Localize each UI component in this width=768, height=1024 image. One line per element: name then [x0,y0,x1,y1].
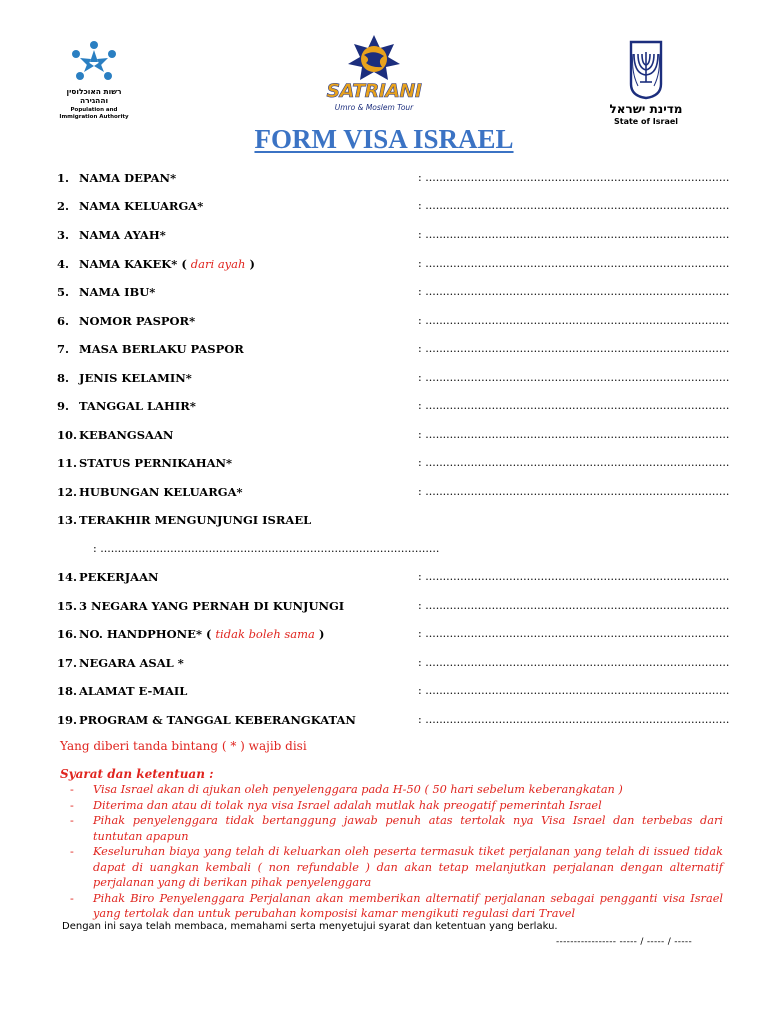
field-nama-ayah [57,227,730,243]
authority-english-name: Population and Immigration Authority [59,107,129,120]
field-input-line[interactable]: : ....................................................................................... [418,656,730,669]
globe-emblem-icon [344,34,404,82]
terms-item-text: Keseluruhan biaya yang telah di keluarkan oleh peserta termasuk tiket perjalanan yang telah di issued tidak dapat di uangkan kembali ( non refundable ) dan akan tetap melanjutkan perjalanan dengan alternatif perjalanan yang di berikan pihak penyelenggara [93,845,723,889]
field-input-line[interactable]: : ....................................................................................... [418,314,730,327]
field-no-handphone [57,626,730,642]
state-english-name: State of Israel [613,117,679,126]
bullet-dash: - [70,814,74,827]
field-number: 9. [57,399,70,413]
bullet-dash: - [70,783,74,796]
field-number: 17. [57,656,78,670]
field-terakhir-mengunjungi-israel [57,512,727,528]
bullet-dash: - [70,891,74,905]
field-nama-depan [57,170,730,186]
bullet-dash: - [70,845,74,858]
field-input-line[interactable]: : ....................................................................................... [418,257,730,270]
field-label: 3 NEGARA YANG PERNAH DI KUNJUNGI [79,599,345,613]
field-input-line[interactable]: : ....................................................................................... [418,428,730,441]
field-jenis-kelamin [57,370,730,386]
field-number: 16. [57,627,78,641]
satriani-brand-name: SATRIANI [326,80,422,102]
field-status-pernikahan [57,455,730,471]
field-label: JENIS KELAMIN* [79,371,192,385]
field-label: KEBANGSAAN [79,428,174,442]
field-input-line[interactable]: : ....................................................................................... [418,228,730,241]
field-label: NAMA DEPAN* [79,171,177,185]
field-label: NOMOR PASPOR* [79,314,196,328]
field-label: ALAMAT E-MAIL [79,684,188,698]
field-label: PROGRAM & TANGGAL KEBERANGKATAN [79,713,356,727]
field-input-line[interactable]: : ....................................................................................... [418,627,730,640]
population-immigration-authority-logo [52,40,142,126]
field-label: NAMA KELUARGA* [79,199,204,213]
agreement-statement: Dengan ini saya telah membaca, memahami serta menyetujui syarat dan ketentuan yang berlaku. [62,921,558,932]
field-input-line[interactable]: : ....................................................................................... [418,285,730,298]
field-number: 6. [57,314,70,328]
field-number: 19. [57,713,78,727]
people-star-icon [64,40,124,86]
field-label-text: NAMA KAKEK* ( [79,257,187,271]
field-number: 5. [57,285,70,299]
terms-item [60,798,723,814]
state-of-israel-emblem [590,40,702,126]
field-label: NAMA AYAH* [79,228,166,242]
menorah-emblem-icon [628,40,664,100]
field-input-line-terakhir-mengunjungi[interactable]: : ................................................................................................. [93,542,440,555]
field-input-line[interactable]: : ....................................................................................... [418,199,730,212]
field-note: dari ayah [190,257,246,271]
field-number: 14. [57,570,78,584]
field-number: 18. [57,684,78,698]
field-number: 1. [57,171,70,185]
field-label-text: NO. HANDPHONE* ( [79,627,212,641]
field-label: PEKERJAAN [79,570,159,584]
required-fields-note: Yang diberi tanda bintang ( * ) wajib disi [60,739,307,753]
field-nama-keluarga [57,198,730,214]
field-pekerjaan [57,569,730,585]
field-number: 11. [57,456,78,470]
field-label: TANGGAL LAHIR* [79,399,196,413]
field-input-line[interactable]: : ....................................................................................... [418,713,730,726]
field-label: TERAKHIR MENGUNJUNGI ISRAEL [79,513,312,527]
field-alamat-email [57,683,730,699]
field-note: tidak boleh sama [215,627,315,641]
field-number: 4. [57,257,70,271]
field-negara-asal [57,655,730,671]
field-number: 2. [57,199,70,213]
field-kebangsaan [57,427,730,443]
field-program-tanggal-keberangkatan [57,712,730,728]
field-number: 7. [57,342,70,356]
field-label: STATUS PERNIKAHAN* [79,456,233,470]
terms-item [60,844,723,891]
field-nomor-paspor [57,313,730,329]
terms-item [60,782,723,798]
signature-date-line[interactable]: ----------------- ----- / ----- / ----- [556,937,692,947]
terms-item-text: Diterima dan atau di tolak nya visa Israel adalah mutlak hak preogatif pemerintah Israel [93,798,602,812]
field-input-line[interactable]: : ....................................................................................... [418,342,730,355]
field-hubungan-keluarga [57,484,730,500]
field-number: 8. [57,371,70,385]
form-title: FORM VISA ISRAEL [254,124,514,154]
field-number: 3. [57,228,70,242]
terms-item-text: Visa Israel akan di ajukan oleh penyelenggara pada H-50 ( 50 hari sebelum keberangkatan ) [93,783,623,796]
satriani-tagline: Umro & Moslem Tour [334,103,414,112]
field-tanggal-lahir [57,398,730,414]
field-label: NAMA IBU* [79,285,156,299]
state-hebrew-name: מדינת ישראל [609,102,683,116]
field-input-line[interactable]: : ....................................................................................... [418,599,730,612]
field-input-line[interactable]: : ....................................................................................... [418,684,730,697]
field-number: 10. [57,428,78,442]
field-label: MASA BERLAKU PASPOR [79,342,244,356]
satriani-logo [318,34,430,126]
field-number: 15. [57,599,78,613]
field-label-end: ) [318,627,325,641]
terms-item [60,891,723,922]
field-label: HUBUNGAN KELUARGA* [79,485,243,499]
bullet-dash: - [70,798,74,812]
field-input-line[interactable]: : ....................................................................................... [418,485,730,498]
field-label: NEGARA ASAL * [79,656,184,670]
field-negara-dikunjungi [57,598,730,614]
field-label [79,256,255,272]
field-number: 13. [57,513,78,527]
field-nama-kakek [57,256,730,272]
terms-heading: Syarat dan ketentuan : [60,767,214,781]
terms-item [60,813,723,844]
field-label-end: ) [249,257,255,271]
field-input-line[interactable]: : ....................................................................................... [418,570,730,583]
field-label [79,626,324,642]
field-input-line[interactable]: : ....................................................................................... [418,456,730,469]
field-nama-ibu [57,284,730,300]
terms-item-text: Pihak Biro Penyelenggara Perjalanan akan memberikan alternatif perjalanan sebagai pengganti visa Israel yang tertolak dan untuk perubahan komposisi kamar mengikuti regulasi dari Travel [93,891,723,920]
authority-hebrew-name: רשות האוכלוסין וההגירה [66,87,122,105]
terms-list [60,782,723,922]
field-input-line[interactable]: : ....................................................................................... [418,171,730,184]
field-input-line[interactable]: : ....................................................................................... [418,371,730,384]
terms-item-text: Pihak penyelenggara tidak bertanggung jawab penuh atas tertolak nya Visa Israel dan terbebas dari tuntutan apapun [93,814,723,843]
field-number: 12. [57,485,78,499]
field-masa-berlaku-paspor [57,341,730,357]
field-input-line[interactable]: : ....................................................................................... [418,399,730,412]
